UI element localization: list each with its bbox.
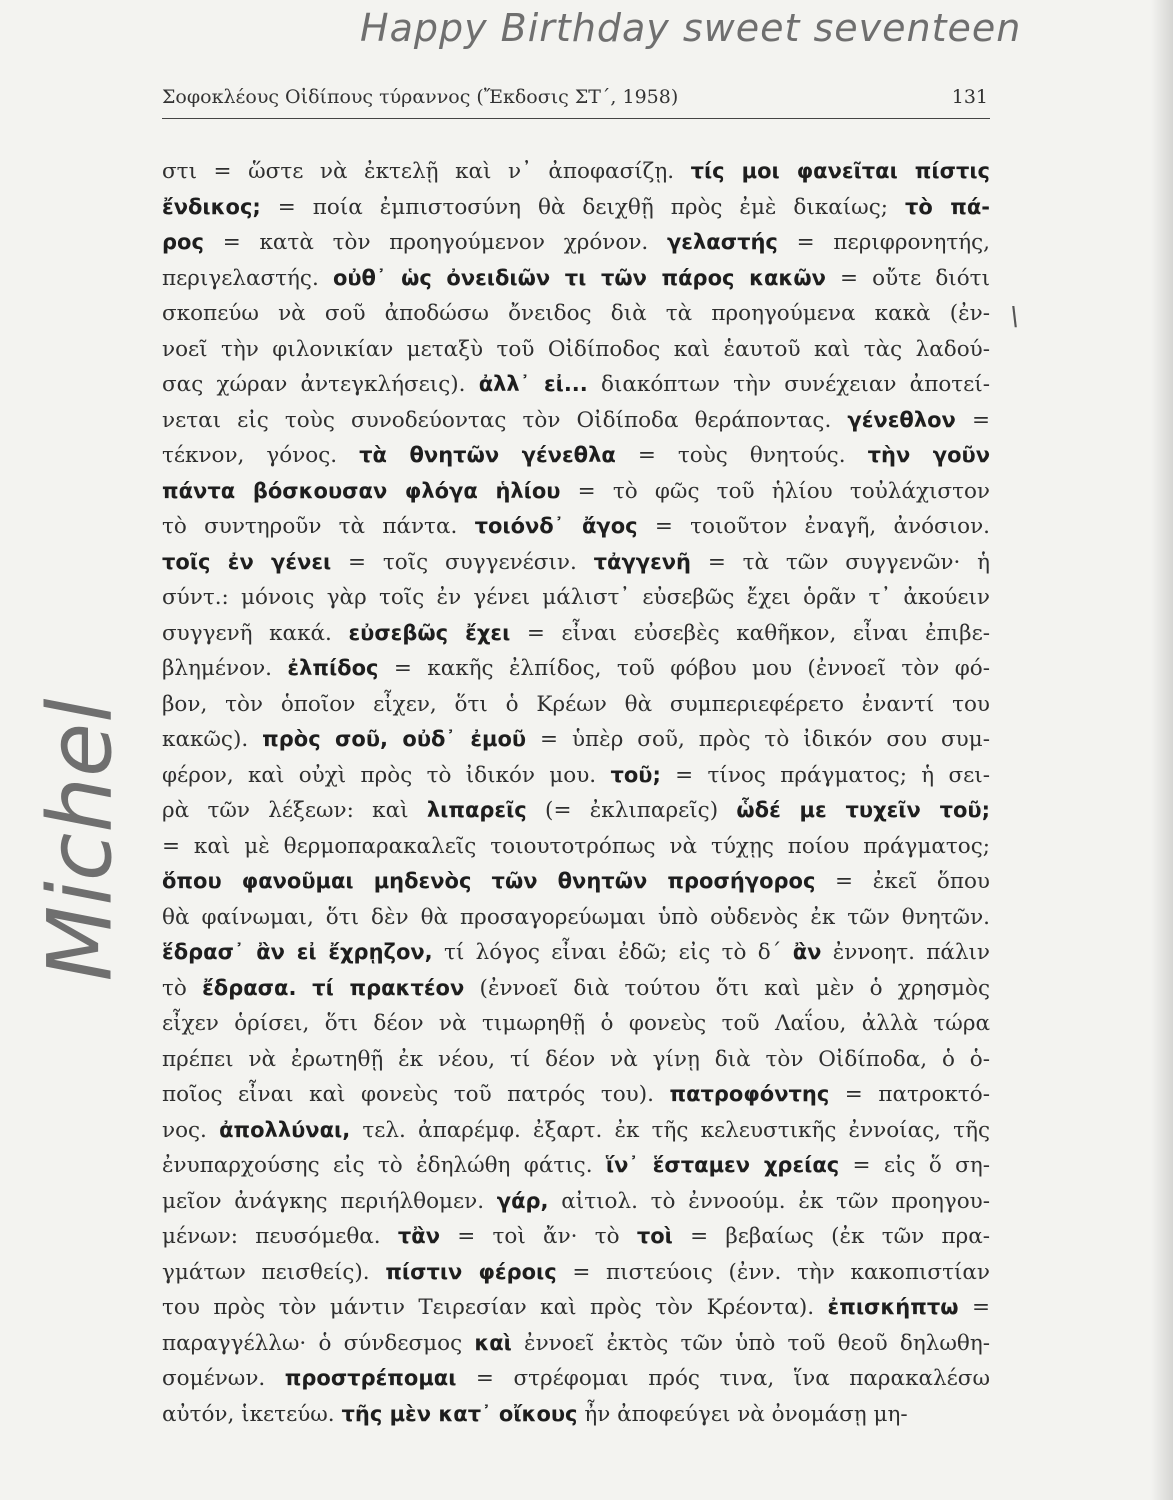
text-line [162,403,990,439]
gloss-text: κακῶς). [162,727,263,752]
page-number: 131 [951,86,988,108]
gloss-text: ποῖος εἶναι καὶ φονεὺς τοῦ πατρός του). [162,1082,670,1107]
text-line [162,616,990,652]
text-line [162,829,990,865]
handwritten-signature: Michel [28,698,132,982]
lemma-term: τὴν γοῦν [867,443,990,467]
gloss-text: σύντ.: μόνοις γὰρ τοῖς ἐν γένει μάλιστ᾿ εὐσεβῶς ἔχει ὁρᾶν τ᾿ ἀκούειν [162,585,990,610]
text-line [162,190,990,226]
text-line [162,1148,990,1184]
gloss-text: ἐννοεῖ ἐκτὸς τῶν ὑπὸ τοῦ θεοῦ δηλωθη- [511,1330,990,1356]
text-line [162,1361,990,1397]
text-line [162,1042,990,1078]
text-line [162,261,990,297]
lemma-term: ἔνδικος; [162,194,261,219]
text-line [162,1397,990,1433]
text-line [162,332,990,368]
gloss-text: = κακῆς ἐλπίδος, τοῦ φόβου μου (ἐννοεῖ τὸν φό- [378,656,990,681]
gloss-text: νοεῖ τὴν φιλονικίαν μεταξὺ τοῦ Οἰδίποδος καὶ ἑαυτοῦ καὶ τὰς λαδού- [162,336,990,362]
lemma-term: τἀγγενῆ [593,549,692,574]
gloss-text: τελ. ἀπαρέμφ. ἐξαρτ. ἐκ τῆς κελευστικῆς ἐννοίας, τῆς [350,1117,990,1143]
lemma-term: ἀλλ᾿ εἰ... [478,372,588,396]
text-line [162,509,990,545]
gloss-text: ἐννοητ. πάλιν [821,940,990,965]
lemma-term: τὰ θνητῶν γένεθλα [359,443,616,467]
text-line [162,651,990,687]
gloss-text: = πιστεύοις (ἐνν. τὴν κακοπιστίαν [556,1259,990,1285]
commentary-text [162,154,990,1432]
text-line [162,154,990,190]
gloss-text: = κατὰ τὸν προηγούμενον χρόνον. [203,230,667,255]
gloss-text: = τὸ φῶς τοῦ ἡλίου τοὐλάχιστον [560,478,990,504]
text-line [162,1219,990,1255]
lemma-term: τοὶ [636,1224,673,1248]
gloss-text: = πατροκτό- [829,1082,990,1107]
text-line [162,864,990,900]
text-line [162,971,990,1007]
margin-mark: \ [1010,302,1019,332]
gloss-text: συγγενῆ κακά. [162,620,349,646]
gloss-text: = τοιοῦτον ἐναγῆ, ἀνόσιον. [637,514,990,539]
gloss-text: = ἐκεῖ ὅπου [815,869,990,894]
gloss-text: = στρέφομαι πρός τινα, ἵνα παρακαλέσω [456,1366,990,1391]
gloss-text: αἰτιολ. τὸ ἐννοούμ. ἐκ τῶν προηγου- [548,1188,990,1214]
lemma-term: λιπαρεῖς [426,798,527,822]
gloss-text: = τοῖς συγγενέσιν. [331,549,594,575]
text-line [162,1326,990,1362]
gloss-text: (ἐννοεῖ διὰ τούτου ὅτι καὶ μὲν ὁ χρησμὸς [464,975,990,1001]
lemma-term: τὸ πά- [904,194,990,219]
lemma-term: τίς μοι φανεῖται πίστις [690,159,990,183]
text-line [162,545,990,581]
lemma-term: τῆς μὲν κατ᾿ οἴκους [341,1401,578,1426]
text-line [162,438,990,474]
lemma-term: γελαστής [667,230,778,254]
gloss-text: = περιφρονητής, [777,230,990,255]
gloss-text: τὸ [162,975,203,1001]
gloss-text: βλημένον. [162,656,288,681]
gloss-text: αὐτόν, ἱκετεύω. [162,1401,342,1427]
gloss-text: τί λόγος εἶναι ἐδῶ; εἰς τὸ δ΄ [432,940,793,965]
handwritten-dedication: Happy Birthday sweet seventeen [360,6,1022,50]
text-line [162,580,990,616]
text-line [162,367,990,403]
gloss-text: = τοὺς θνητούς. [615,443,868,468]
text-line [162,1184,990,1220]
gloss-text: γμάτων πεισθείς). [162,1259,386,1285]
text-line [162,1006,990,1042]
text-line [162,687,990,723]
lemma-term: τἂν [397,1224,441,1248]
lemma-term: ὧδέ με τυχεῖν τοῦ; [736,798,990,822]
gloss-text: μένων: πευσόμεθα. [162,1224,398,1249]
gloss-text: = οὔτε διότι [825,265,990,291]
gloss-text: τὸ συντηροῦν τὰ πάντα. [162,514,475,539]
gloss-text: περιγελαστής. [162,265,333,291]
gloss-text: του πρὸς τὸν μάντιν Τειρεσίαν καὶ πρὸς τὸν Κρέοντα). [162,1295,828,1320]
lemma-term: πάντα βόσκουσαν φλόγα ἡλίου [162,478,561,503]
gloss-text: ρὰ τῶν λέξεων: καὶ [162,798,427,823]
gloss-text: σομένων. [162,1366,285,1391]
lemma-term: προστρέπομαι [284,1366,457,1390]
gloss-text: = τοὶ ἄν· τὸ [440,1224,637,1249]
gloss-text: στι = ὥστε νὰ ἐκτελῇ καὶ ν᾿ ἀποφασίζῃ. [162,159,691,184]
gloss-text: φέρον, καὶ οὐχὶ πρὸς τὸ ἰδικόν μου. [162,762,611,788]
gloss-text: θὰ φαίνωμαι, ὅτι δὲν θὰ προσαγορεύωμαι ὑπὸ οὐδενὸς ἐκ τῶν θνητῶν. [162,904,990,930]
lemma-term: εὐσεβῶς ἔχει [348,620,511,645]
gloss-text: = [958,1295,990,1320]
lemma-term: οὐθ᾿ ὡς ὀνειδιῶν τι τῶν πάρος κακῶν [332,265,826,290]
gloss-text: ἐνυπαρχούσης εἰς τὸ ἐδηλώθη φάτις. [162,1153,606,1178]
text-line [162,722,990,758]
book-title: Σοφοκλέους Οἰδίπους τύραννος (Ἔκδοσις ΣΤ΄, 1958) [162,86,679,108]
lemma-term: ἵν᾿ ἕσταμεν χρείας [605,1153,840,1177]
gloss-text: σκοπεύω νὰ σοῦ ἀποδώσω ὄνειδος διὰ τὰ προηγούμενα κακὰ (ἐν- [162,301,990,326]
text-line [162,1290,990,1326]
lemma-term: ἐλπίδος [287,656,379,680]
lemma-term: πατροφόντης [669,1082,830,1106]
gloss-text: = [955,407,990,433]
gloss-text: πρέπει νὰ ἐρωτηθῇ ἐκ νέου, τί δέον νὰ γίνῃ διὰ τὸν Οἰδίποδα, ὁ ὁ- [162,1046,990,1072]
text-line [162,758,990,794]
gloss-text: ἦν ἀποφεύγει νὰ ὀνομάσῃ μη- [577,1401,908,1427]
running-header [162,84,990,119]
text-line [162,225,990,261]
text-line [162,793,990,829]
gloss-text: νος. [162,1117,220,1143]
gloss-text: = ποία ἐμπιστοσύνη θὰ δειχθῇ πρὸς ἐμὲ δικαίως; [260,194,905,220]
lemma-term: πρὸς σοῦ, οὐδ᾿ ἐμοῦ [262,727,527,751]
text-line [162,296,990,332]
text-line [162,1113,990,1149]
text-line [162,1255,990,1291]
lemma-term: ἔδρασα. τί πρακτέον [202,975,465,1000]
text-line [162,935,990,971]
lemma-term: πίστιν φέροις [385,1259,557,1284]
gloss-text: σας χώραν ἀντεγκλήσεις). [162,372,479,397]
gloss-text: = εἰς ὅ ση- [839,1153,990,1178]
gloss-text: τέκνον, γόνος. [162,443,360,468]
gloss-text: βον, τὸν ὁποῖον εἶχεν, ὅτι ὁ Κρέων θὰ συμπεριεφέρετο ἐναντί του [162,691,990,717]
gloss-text: = τίνος πράγματος; ἡ σει- [660,762,990,788]
gloss-text: = εἶναι εὐσεβὲς καθῆκον, εἶναι ἐπιβε- [510,620,990,646]
gloss-text: παραγγέλλω· ὁ σύνδεσμος [162,1330,475,1356]
lemma-term: τοῦ; [610,762,661,787]
gloss-text: διακόπτων τὴν συνέχειαν ἀποτεί- [587,372,990,397]
lemma-term: ἀπολλύναι, [219,1117,351,1142]
text-line [162,1077,990,1113]
gloss-text: = καὶ μὲ θερμοπαρακαλεῖς τοιουτοτρόπως νὰ τύχῃς ποίου πράγματος; [162,833,990,859]
gloss-text: μεῖον ἀνάγκης περιήλθομεν. [162,1188,497,1214]
lemma-term: ὅπου φανοῦμαι μηδενὸς τῶν θνητῶν προσήγορος [162,869,816,893]
lemma-term: ἐπισκήπτω [827,1295,959,1319]
lemma-term: καὶ [474,1330,512,1355]
lemma-term: ἕδρασ᾿ ἂν εἰ ἔχρῃζον, [162,940,433,964]
gloss-text: = τὰ τῶν συγγενῶν· ἡ [691,549,990,575]
text-line [162,900,990,936]
lemma-term: γάρ, [496,1188,549,1213]
lemma-term: τοιόνδ᾿ ἄγος [474,514,638,538]
gloss-text: (= ἐκλιπαρεῖς) [526,798,737,823]
gloss-text: νεται εἰς τοὺς συνοδεύοντας τὸν Οἰδίποδα θεράποντας. [162,407,848,433]
lemma-term: ἂν [792,940,822,964]
page-edge-shadow [1151,0,1173,1500]
gloss-text: = βεβαίως (ἐκ τῶν πρα- [672,1224,990,1249]
text-line [162,474,990,510]
lemma-term: τοῖς ἐν γένει [162,549,332,574]
lemma-term: ρος [162,230,204,254]
gloss-text: εἶχεν ὁρίσει, ὅτι δέον νὰ τιμωρηθῇ ὁ φονεὺς τοῦ Λαΐου, ἀλλὰ τώρα [162,1011,990,1036]
lemma-term: γένεθλον [847,407,956,432]
gloss-text: = ὑπὲρ σοῦ, πρὸς τὸ ἰδικόν σου συμ- [526,727,990,752]
